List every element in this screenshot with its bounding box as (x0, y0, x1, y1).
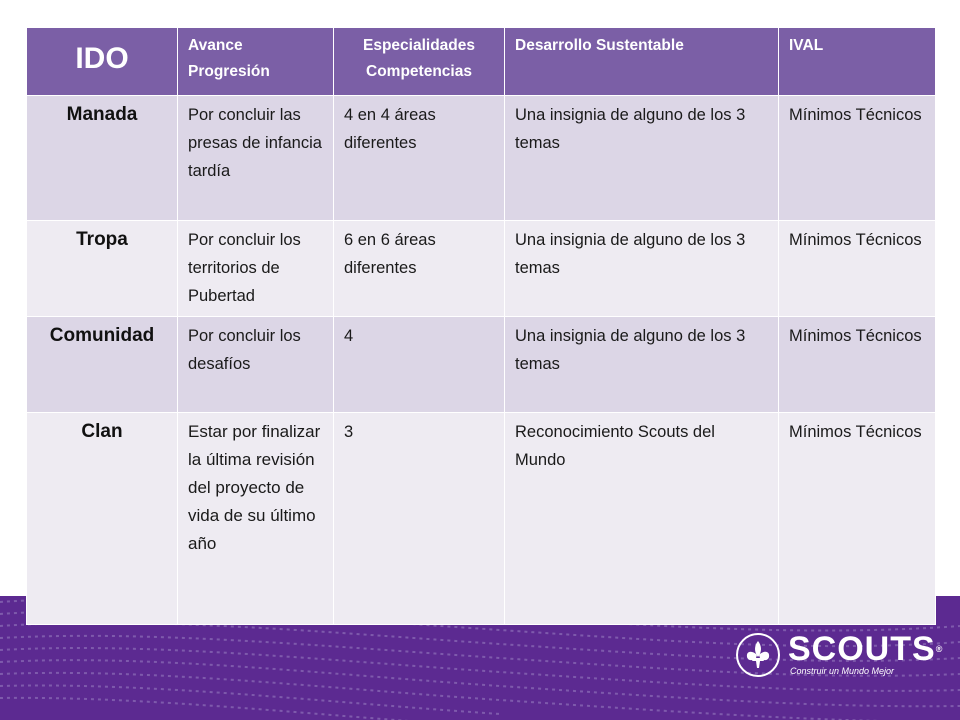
table-cell: Mínimos Técnicos (779, 96, 936, 221)
table-cell: Mínimos Técnicos (779, 317, 936, 413)
table-cell: Mínimos Técnicos (779, 221, 936, 317)
column-header-desarrollo: Desarrollo Sustentable (505, 28, 779, 96)
row-header-clan: Clan (27, 413, 178, 625)
table-cell: Una insignia de alguno de los 3 temas (505, 96, 779, 221)
row-header-manada: Manada (27, 96, 178, 221)
corner-header: IDO (27, 28, 178, 96)
table-cell: Una insignia de alguno de los 3 temas (505, 221, 779, 317)
logo-word: SCOUTS® (788, 630, 944, 668)
row-header-comunidad: Comunidad (27, 317, 178, 413)
table-cell: Por concluir los desafíos (178, 317, 334, 413)
table-cell: Por concluir los territorios de Pubertad (178, 221, 334, 317)
table-cell: Por concluir las presas de infancia tardía (178, 96, 334, 221)
ido-table (26, 27, 936, 625)
table-row (27, 221, 936, 317)
table-cell: Reconocimiento Scouts del Mundo (505, 413, 779, 625)
column-header-ival: IVAL (779, 28, 936, 96)
table-row (27, 413, 936, 625)
table-row (27, 96, 936, 221)
table-cell: Estar por finalizar la última revisión del proyecto de vida de su último año (178, 413, 334, 625)
scouts-logo (736, 630, 943, 680)
row-header-tropa: Tropa (27, 221, 178, 317)
table-cell: 4 (334, 317, 505, 413)
table-cell: 4 en 4 áreas diferentes (334, 96, 505, 221)
column-header-avance: Avance Progresión (178, 28, 334, 96)
column-header-especialidades: Especialidades Competencias (334, 28, 505, 96)
logo-text (788, 630, 944, 677)
table-cell: Mínimos Técnicos (779, 413, 936, 625)
table-row (27, 317, 936, 413)
table-cell: 3 (334, 413, 505, 625)
table-cell: Una insignia de alguno de los 3 temas (505, 317, 779, 413)
header-row (27, 28, 936, 96)
fleur-de-lis-icon (736, 633, 780, 677)
logo-tagline: Construir un Mundo Mejor (790, 666, 895, 676)
table-cell: 6 en 6 áreas diferentes (334, 221, 505, 317)
